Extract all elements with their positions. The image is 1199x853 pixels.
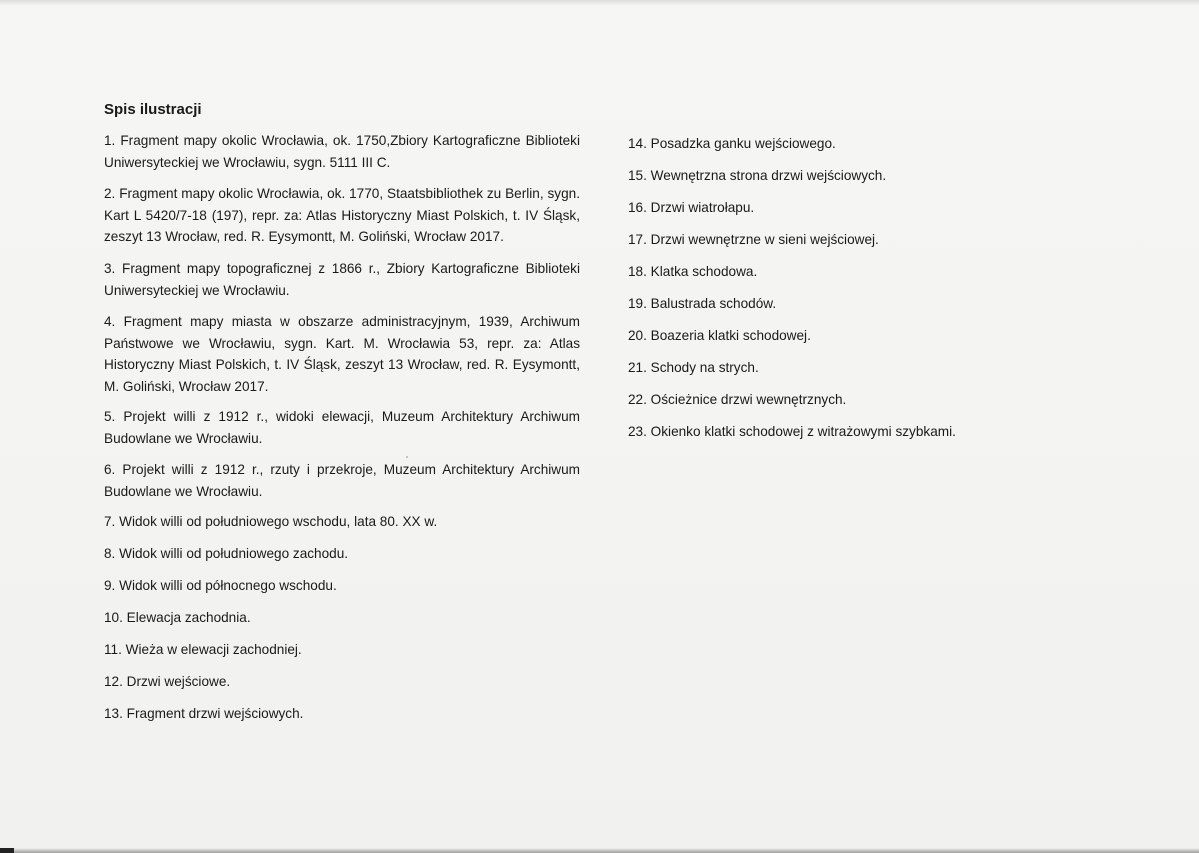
list-item: 11. Wieża w elewacji zachodniej.: [104, 642, 302, 657]
list-item: 18. Klatka schodowa.: [628, 264, 758, 279]
scan-shadow-bottom: [0, 848, 1199, 853]
list-item: 21. Schody na strych.: [628, 360, 759, 375]
list-item: 9. Widok willi od północnego wschodu.: [104, 578, 337, 593]
list-item: 5. Projekt willi z 1912 r., widoki elewacji, Muzeum Architektury Archiwum Budowlane we Wrocławiu.: [104, 409, 580, 446]
list-item: 23. Okienko klatki schodowej z witrażowymi szybkami.: [628, 424, 956, 439]
list-item: 20. Boazeria klatki schodowej.: [628, 328, 811, 343]
list-item: 4. Fragment mapy miasta w obszarze administracyjnym, 1939, Archiwum Państwowe we Wrocławiu, sygn. Kart. M. Wrocławia 53, repr. za: Atlas Historyczny Miast Polskich, t. IV Śląsk, zeszyt 13 Wrocław, red. R. Eysymontt, M. Goliński, Wrocław 2017.: [104, 314, 580, 394]
list-item: 1. Fragment mapy okolic Wrocławia, ok. 1750,Zbiory Kartograficzne Biblioteki Uniwersyteckiej we Wrocławiu, sygn. 5111 III C.: [104, 133, 580, 170]
list-item: 22. Ościeżnice drzwi wewnętrznych.: [628, 392, 847, 407]
list-item: 6. Projekt willi z 1912 r., rzuty i przekroje, Muzeum Architektury Archiwum Budowlane we Wrocławiu.: [104, 462, 580, 499]
list-item: 15. Wewnętrzna strona drzwi wejściowych.: [628, 168, 887, 183]
list-item: 12. Drzwi wejściowe.: [104, 674, 231, 689]
list-item: 14. Posadzka ganku wejściowego.: [628, 136, 836, 151]
list-item: 10. Elewacja zachodnia.: [104, 610, 251, 625]
document-title: Spis ilustracji: [104, 101, 202, 118]
list-item: 2. Fragment mapy okolic Wrocławia, ok. 1770, Staatsbibliothek zu Berlin, sygn. Kart L 5420/7-18 (197), repr. za: Atlas Historyczny Miast Polskich, t. IV Śląsk, zeszyt 13 Wrocław, red. R. Eysymontt, M. Goliński, Wrocław 2017.: [104, 186, 580, 245]
list-item: 8. Widok willi od południowego zachodu.: [104, 546, 349, 561]
list-item: 19. Balustrada schodów.: [628, 296, 777, 311]
scan-corner-mark: [0, 848, 14, 853]
list-item: 13. Fragment drzwi wejściowych.: [104, 706, 304, 721]
list-item: 3. Fragment mapy topograficznej z 1866 r., Zbiory Kartograficzne Biblioteki Uniwersyteckiej we Wrocławiu.: [104, 261, 580, 298]
scan-speck: [406, 456, 408, 458]
list-item: 16. Drzwi wiatrołapu.: [628, 200, 755, 215]
scan-shadow-top: [0, 0, 1199, 6]
list-item: 7. Widok willi od południowego wschodu, lata 80. XX w.: [104, 514, 438, 529]
list-item: 17. Drzwi wewnętrzne w sieni wejściowej.: [628, 232, 879, 247]
